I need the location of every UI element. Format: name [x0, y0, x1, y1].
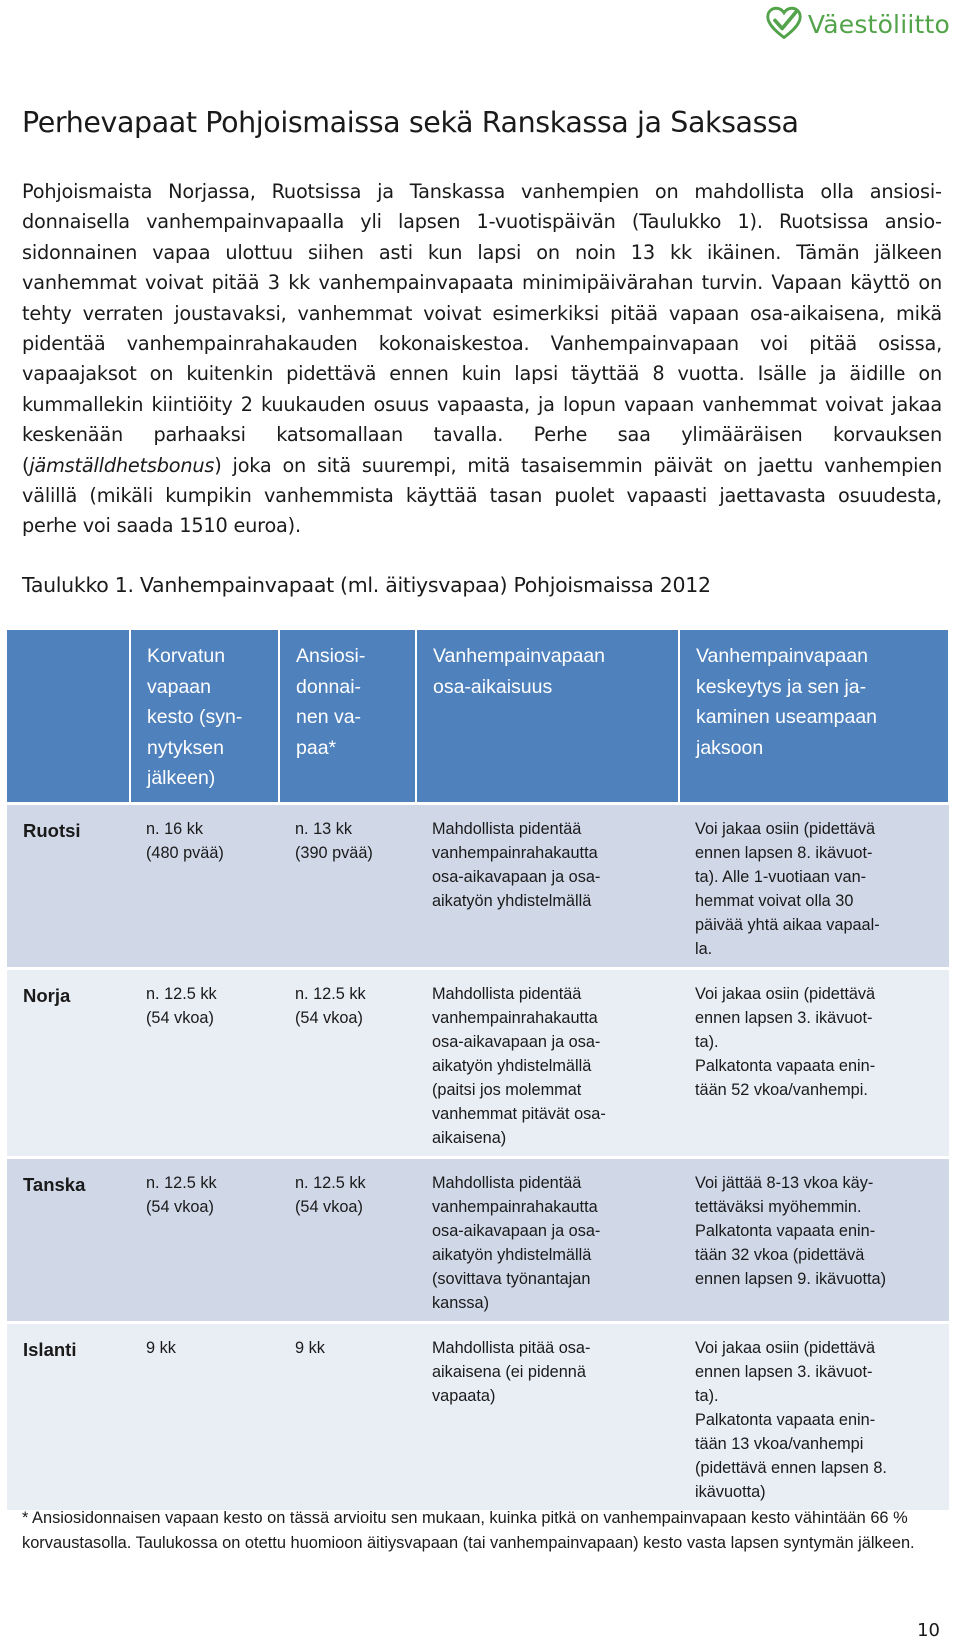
cell-line: Palkatonta vapaata enin- — [695, 1410, 876, 1429]
header-part-time — [416, 630, 679, 803]
cell-earnings-related — [279, 968, 416, 1157]
cell-interruption — [679, 1322, 949, 1510]
cell-line: (54 vkoa) — [146, 1197, 214, 1216]
cell-line: aikaisena) — [432, 1128, 507, 1147]
cell-country: Norja — [7, 968, 130, 1157]
cell-line: Mahdollista pidentää — [432, 819, 582, 838]
header-interruption — [679, 630, 949, 803]
cell-line: osa-aikavapaan ja osa- — [432, 1221, 601, 1240]
intro-paragraph — [22, 177, 942, 542]
cell-line: keskeytys ja sen ja- — [696, 675, 867, 698]
cell-line: kaminen useampaan — [696, 706, 878, 728]
cell-line: 9 kk — [295, 1338, 325, 1357]
cell-line: vanhemmat pitävät osa- — [432, 1104, 606, 1123]
cell-line: Mahdollista pidentää — [432, 984, 582, 1003]
cell-country: Islanti — [7, 1322, 130, 1510]
cell-interruption — [679, 803, 949, 968]
cell-duration — [130, 1322, 279, 1510]
cell-line: Ansiosi- — [296, 645, 366, 667]
cell-line: tettäväksi myöhemmin. — [695, 1197, 862, 1216]
cell-line: jälkeen) — [147, 767, 216, 789]
table-row — [7, 1157, 949, 1322]
table-row — [7, 968, 949, 1157]
cell-part-time — [416, 803, 679, 968]
cell-line: ta). — [695, 1386, 719, 1405]
cell-line: (sovittava työnantajan — [432, 1269, 591, 1288]
cell-line: aikatyön yhdistelmällä — [432, 1245, 592, 1264]
cell-line: Mahdollista pidentää — [432, 1173, 582, 1192]
cell-line: (paitsi jos molemmat — [432, 1080, 582, 1099]
cell-line: n. 12.5 kk — [146, 984, 217, 1003]
cell-line: ta). Alle 1-vuotiaan van- — [695, 867, 867, 886]
cell-country: Ruotsi — [7, 803, 130, 968]
cell-line: vanhempainrahakautta — [432, 1197, 598, 1216]
cell-interruption — [679, 968, 949, 1157]
cell-line: vanhempainrahakautta — [432, 1008, 598, 1027]
cell-line: Palkatonta vapaata enin- — [695, 1221, 876, 1240]
cell-line: n. 16 kk — [146, 819, 204, 838]
cell-line: päivää yhtä aikaa vapaal- — [695, 915, 880, 934]
cell-line: Voi jakaa osiin (pidettävä — [695, 819, 876, 838]
logo-text: Väestöliitto — [807, 9, 950, 39]
cell-line: aikatyön yhdistelmällä — [432, 1056, 592, 1075]
header-duration — [130, 630, 279, 803]
cell-line: Mahdollista pitää osa- — [432, 1338, 591, 1357]
table-row — [7, 803, 949, 968]
cell-line: ennen lapsen 8. ikävuot- — [695, 843, 873, 862]
cell-line: ennen lapsen 3. ikävuot- — [695, 1362, 873, 1381]
cell-line: kesto (syn- — [147, 706, 243, 728]
cell-line: 9 kk — [146, 1338, 176, 1357]
cell-line: Korvatun — [147, 645, 226, 667]
table-row — [7, 1322, 949, 1510]
heart-check-icon — [766, 6, 802, 42]
cell-duration — [130, 1157, 279, 1322]
cell-line: osa-aikavapaan ja osa- — [432, 1032, 601, 1051]
cell-duration — [130, 803, 279, 968]
paragraph-part-2: ) joka on sitä suurempi, mitä tasaisemmin päivät on jaettu vanhempien välillä (mikäli kumpikin vanhemmista käyttää tasan puolet vapaasti jaettavasta osuudesta, perhe voi saada 1510 euroa). — [22, 453, 942, 538]
cell-part-time — [416, 1157, 679, 1322]
cell-line: jaksoon — [696, 736, 764, 759]
table-header-row — [7, 630, 949, 803]
header-earnings-related — [279, 630, 416, 803]
parental-leave-table — [7, 630, 950, 1510]
table-footnote: * Ansiosidonnaisen vapaan kesto on tässä arvioitu sen mukaan, kuinka pitkä on vanhempainvapaan kesto vähintään 66 % korvaustasolla. Taulukossa on otettu huomioon äitiysvapaan (tai vanhempainvapaan) kesto vasta lapsen syntymän jälkeen. — [22, 1509, 915, 1552]
cell-line: tään 32 vkoa (pidettävä — [695, 1245, 865, 1264]
cell-line: vapaata) — [432, 1386, 496, 1405]
cell-line: donnai- — [296, 675, 362, 698]
cell-line: Voi jakaa osiin (pidettävä — [695, 1338, 876, 1357]
table-caption: Taulukko 1. Vanhempainvapaat (ml. äitiysvapaa) Pohjoismaissa 2012 — [22, 573, 711, 597]
cell-line: kanssa) — [432, 1293, 490, 1312]
cell-line: nytyksen — [147, 736, 224, 759]
cell-line: osa-aikavapaan ja osa- — [432, 867, 601, 886]
table-header-corner — [7, 630, 130, 803]
cell-line: nen va- — [296, 706, 362, 728]
cell-line: (54 vkoa) — [295, 1197, 363, 1216]
cell-line: (480 pvää) — [146, 843, 224, 862]
cell-line: ikävuotta) — [695, 1482, 766, 1501]
cell-part-time — [416, 1322, 679, 1510]
cell-line: osa-aikaisuus — [433, 675, 553, 698]
cell-line: (390 pvää) — [295, 843, 373, 862]
cell-line: tään 13 vkoa/vanhempi — [695, 1434, 864, 1453]
cell-line: (54 vkoa) — [146, 1008, 214, 1027]
cell-part-time — [416, 968, 679, 1157]
cell-line: n. 13 kk — [295, 819, 353, 838]
vaestoliitto-logo — [766, 6, 950, 42]
cell-line: Vanhempainvapaan — [696, 645, 869, 667]
cell-line: vanhempainrahakautta — [432, 843, 598, 862]
cell-duration — [130, 968, 279, 1157]
paragraph-italic-term: jämställdhetsbonus — [29, 453, 215, 477]
cell-line: ennen lapsen 3. ikävuot- — [695, 1008, 873, 1027]
cell-earnings-related — [279, 803, 416, 968]
cell-interruption — [679, 1157, 949, 1322]
cell-line: Vanhempainvapaan — [433, 645, 606, 667]
cell-earnings-related — [279, 1322, 416, 1510]
cell-line: n. 12.5 kk — [146, 1173, 217, 1192]
paragraph-part-1: Pohjoismaista Norjassa, Ruotsissa ja Tanskassa vanhempien on mahdollista olla ansiosidonnaisella vanhempainvapaalla yli lapsen 1-vuotispäivän (Taulukko 1). Ruotsissa ansiosidonnainen vapaa ulottuu siihen asti kun lapsi on noin 13 kk ikäinen. Tämän jälkeen vanhemmat voivat pitää 3 kk vanhempainvapaata minimipäivärahan turvin. Vapaan käyttö on tehty verraten joustavaksi, vanhemmat voivat esimerkiksi pitää vapaan osa-aikaisena, mikä pidentää vanhempainrahakauden kokonaiskestoa. Vanhempainvapaan voi pitää osissa, vapaajaksot on kuitenkin pidettävä ennen kuin lapsi täyttää 8 vuotta. Isälle ja äidille on kummallekin kiintiöity 2 kuukauden osuus vapaasta, ja lopun vapaan vanhemmat voivat jakaa keskenään parhaaksi katsomallaan tavalla. Perhe saa ylimääräisen korvauksen ( — [22, 180, 942, 477]
cell-line: vapaan — [147, 675, 211, 698]
cell-earnings-related — [279, 1157, 416, 1322]
cell-line: la. — [695, 939, 713, 958]
cell-line: aikatyön yhdistelmällä — [432, 891, 592, 910]
cell-line: Voi jakaa osiin (pidettävä — [695, 984, 876, 1003]
cell-line: Palkatonta vapaata enin- — [695, 1056, 876, 1075]
cell-country: Tanska — [7, 1157, 130, 1322]
cell-line: n. 12.5 kk — [295, 984, 366, 1003]
cell-line: Voi jättää 8-13 vkoa käy- — [695, 1173, 874, 1192]
page-title: Perhevapaat Pohjoismaissa sekä Ranskassa ja Saksassa — [22, 106, 799, 139]
cell-line: tään 52 vkoa/vanhempi. — [695, 1080, 868, 1099]
cell-line: (pidettävä ennen lapsen 8. — [695, 1458, 887, 1477]
cell-line: ennen lapsen 9. ikävuotta) — [695, 1269, 886, 1288]
cell-line: paa* — [296, 736, 337, 759]
page-number: 10 — [917, 1620, 940, 1641]
cell-line: (54 vkoa) — [295, 1008, 363, 1027]
cell-line: ta). — [695, 1032, 719, 1051]
cell-line: n. 12.5 kk — [295, 1173, 366, 1192]
cell-line: aikaisena (ei pidennä — [432, 1362, 586, 1381]
cell-line: hemmat voivat olla 30 — [695, 891, 854, 910]
